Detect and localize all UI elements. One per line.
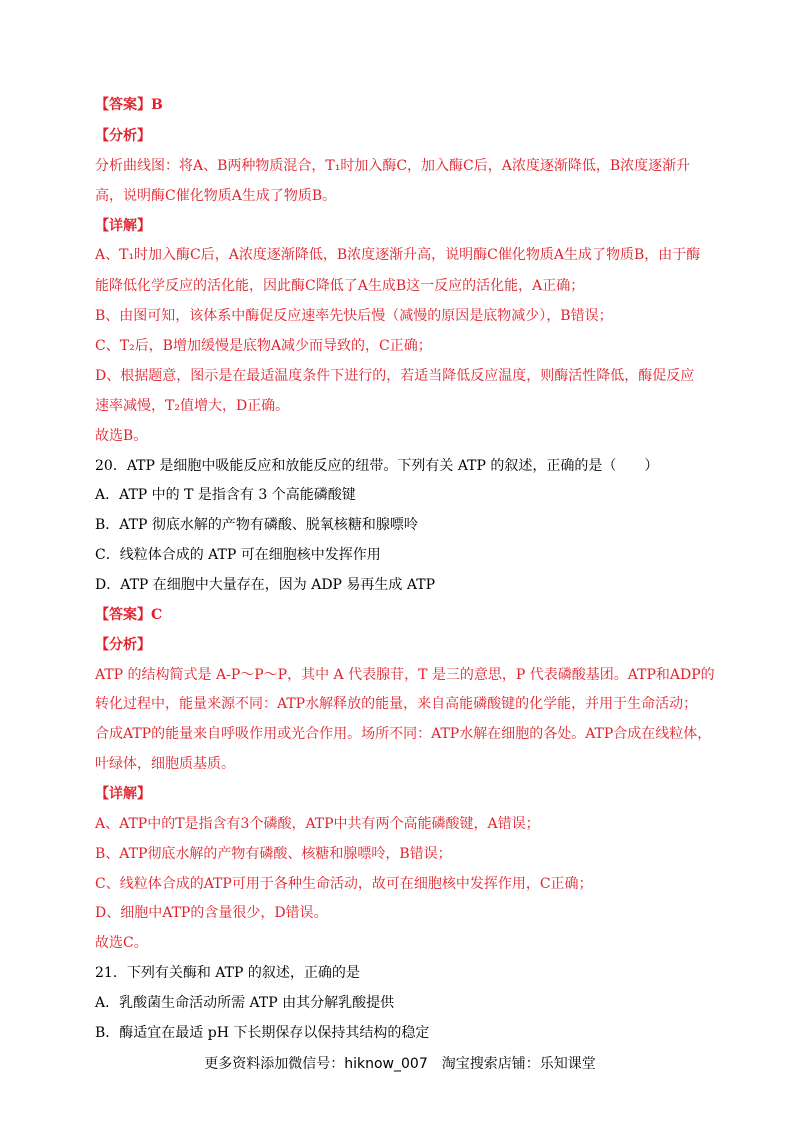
q19-detail-line-2: 能降低化学反应的活化能，因此酶C降低了A生成B这一反应的活化能，A正确；: [95, 278, 585, 294]
q20-analysis-line-4: 叶绿体，细胞质基质。: [95, 756, 235, 772]
q20-option-d: D．ATP 在细胞中大量存在，因为 ADP 易再生成 ATP: [95, 577, 435, 593]
q20-answer-value: C: [151, 607, 163, 623]
page-footer: 更多资料添加微信号：hiknow_007 淘宝搜索店铺：乐知课堂: [204, 1056, 596, 1072]
q19-answer-line: [95, 95, 705, 115]
q19-answer-value: B: [151, 97, 163, 113]
q19-answer-tag: 【答案】: [95, 97, 151, 113]
q20-option-a: A．ATP 中的 T 是指含有 3 个高能磷酸键: [95, 487, 356, 503]
q19-analysis-tag: 【分析】: [95, 128, 151, 144]
q20-conclusion: 故选C。: [95, 935, 148, 951]
q20-detail-line-3: C、线粒体合成的ATP可用于各种生命活动，故可在细胞核中发挥作用，C正确；: [95, 876, 593, 892]
q19-analysis-line-1: 分析曲线图：将A、B两种物质混合，T₁时加入酶C，加入酶C后，A浓度逐渐降低，B浓度逐渐升: [95, 158, 691, 174]
q20-detail-line-4: D、细胞中ATP的含量很少，D错误。: [95, 905, 328, 921]
q21-stem: 21．下列有关酶和 ATP 的叙述，正确的是: [95, 965, 360, 981]
q19-detail-line-3: B、由图可知，该体系中酶促反应速率先快后慢（减慢的原因是底物减少），B错误；: [95, 308, 613, 324]
q20-analysis-tag: 【分析】: [95, 637, 151, 653]
q20-detail-tag: 【详解】: [95, 786, 151, 802]
q19-detail-line-6: 速率减慢，T₂值增大，D正确。: [95, 398, 290, 414]
q19-detail-line-1: A、T₁时加入酶C后，A浓度逐渐降低，B浓度逐渐升高，说明酶C催化物质A生成了物质B，由于酶: [95, 247, 701, 263]
q20-answer-tag: 【答案】: [95, 607, 151, 623]
q19-conclusion: 故选B。: [95, 428, 148, 444]
q20-detail-line-2: B、ATP彻底水解的产物有磷酸、核糖和腺嘌呤，B错误；: [95, 846, 452, 862]
q20-analysis-line-1: ATP 的结构简式是 A-P～P～P，其中 A 代表腺苷，T 是三的意思，P 代表磷酸基团。ATP和ADP的: [95, 667, 715, 683]
q19-analysis-line-2: 高，说明酶C催化物质A生成了物质B。: [95, 188, 337, 204]
q20-option-c: C．线粒体合成的 ATP 可在细胞核中发挥作用: [95, 547, 381, 563]
q20-stem: 20．ATP 是细胞中吸能反应和放能反应的纽带。下列有关 ATP 的叙述，正确的是（ ）: [95, 458, 659, 474]
q21-option-b: B．酶适宜在最适 pH 下长期保存以保持其结构的稳定: [95, 1025, 430, 1041]
q19-detail-line-4: C、T₂后，B增加缓慢是底物A减少而导致的，C正确；: [95, 338, 432, 354]
q20-answer-line: [95, 605, 705, 625]
q20-option-b: B．ATP 彻底水解的产物有磷酸、脱氧核糖和腺嘌呤: [95, 517, 418, 533]
q20-detail-line-1: A、ATP中的T是指含有3个磷酸，ATP中共有两个高能磷酸键，A错误；: [95, 816, 540, 832]
q20-analysis-line-2: 转化过程中，能量来源不同：ATP水解释放的能量，来自高能磷酸键的化学能，并用于生命活动；: [95, 696, 698, 712]
q20-analysis-line-3: 合成ATP的能量来自呼吸作用或光合作用。场所不同：ATP水解在细胞的各处。ATP合成在线粒体，: [95, 726, 712, 742]
q19-detail-tag: 【详解】: [95, 218, 151, 234]
q21-option-a: A．乳酸菌生命活动所需 ATP 由其分解乳酸提供: [95, 995, 395, 1011]
q19-detail-line-5: D、根据题意，图示是在最适温度条件下进行的，若适当降低反应温度，则酶活性降低，酶促反应: [95, 368, 695, 384]
